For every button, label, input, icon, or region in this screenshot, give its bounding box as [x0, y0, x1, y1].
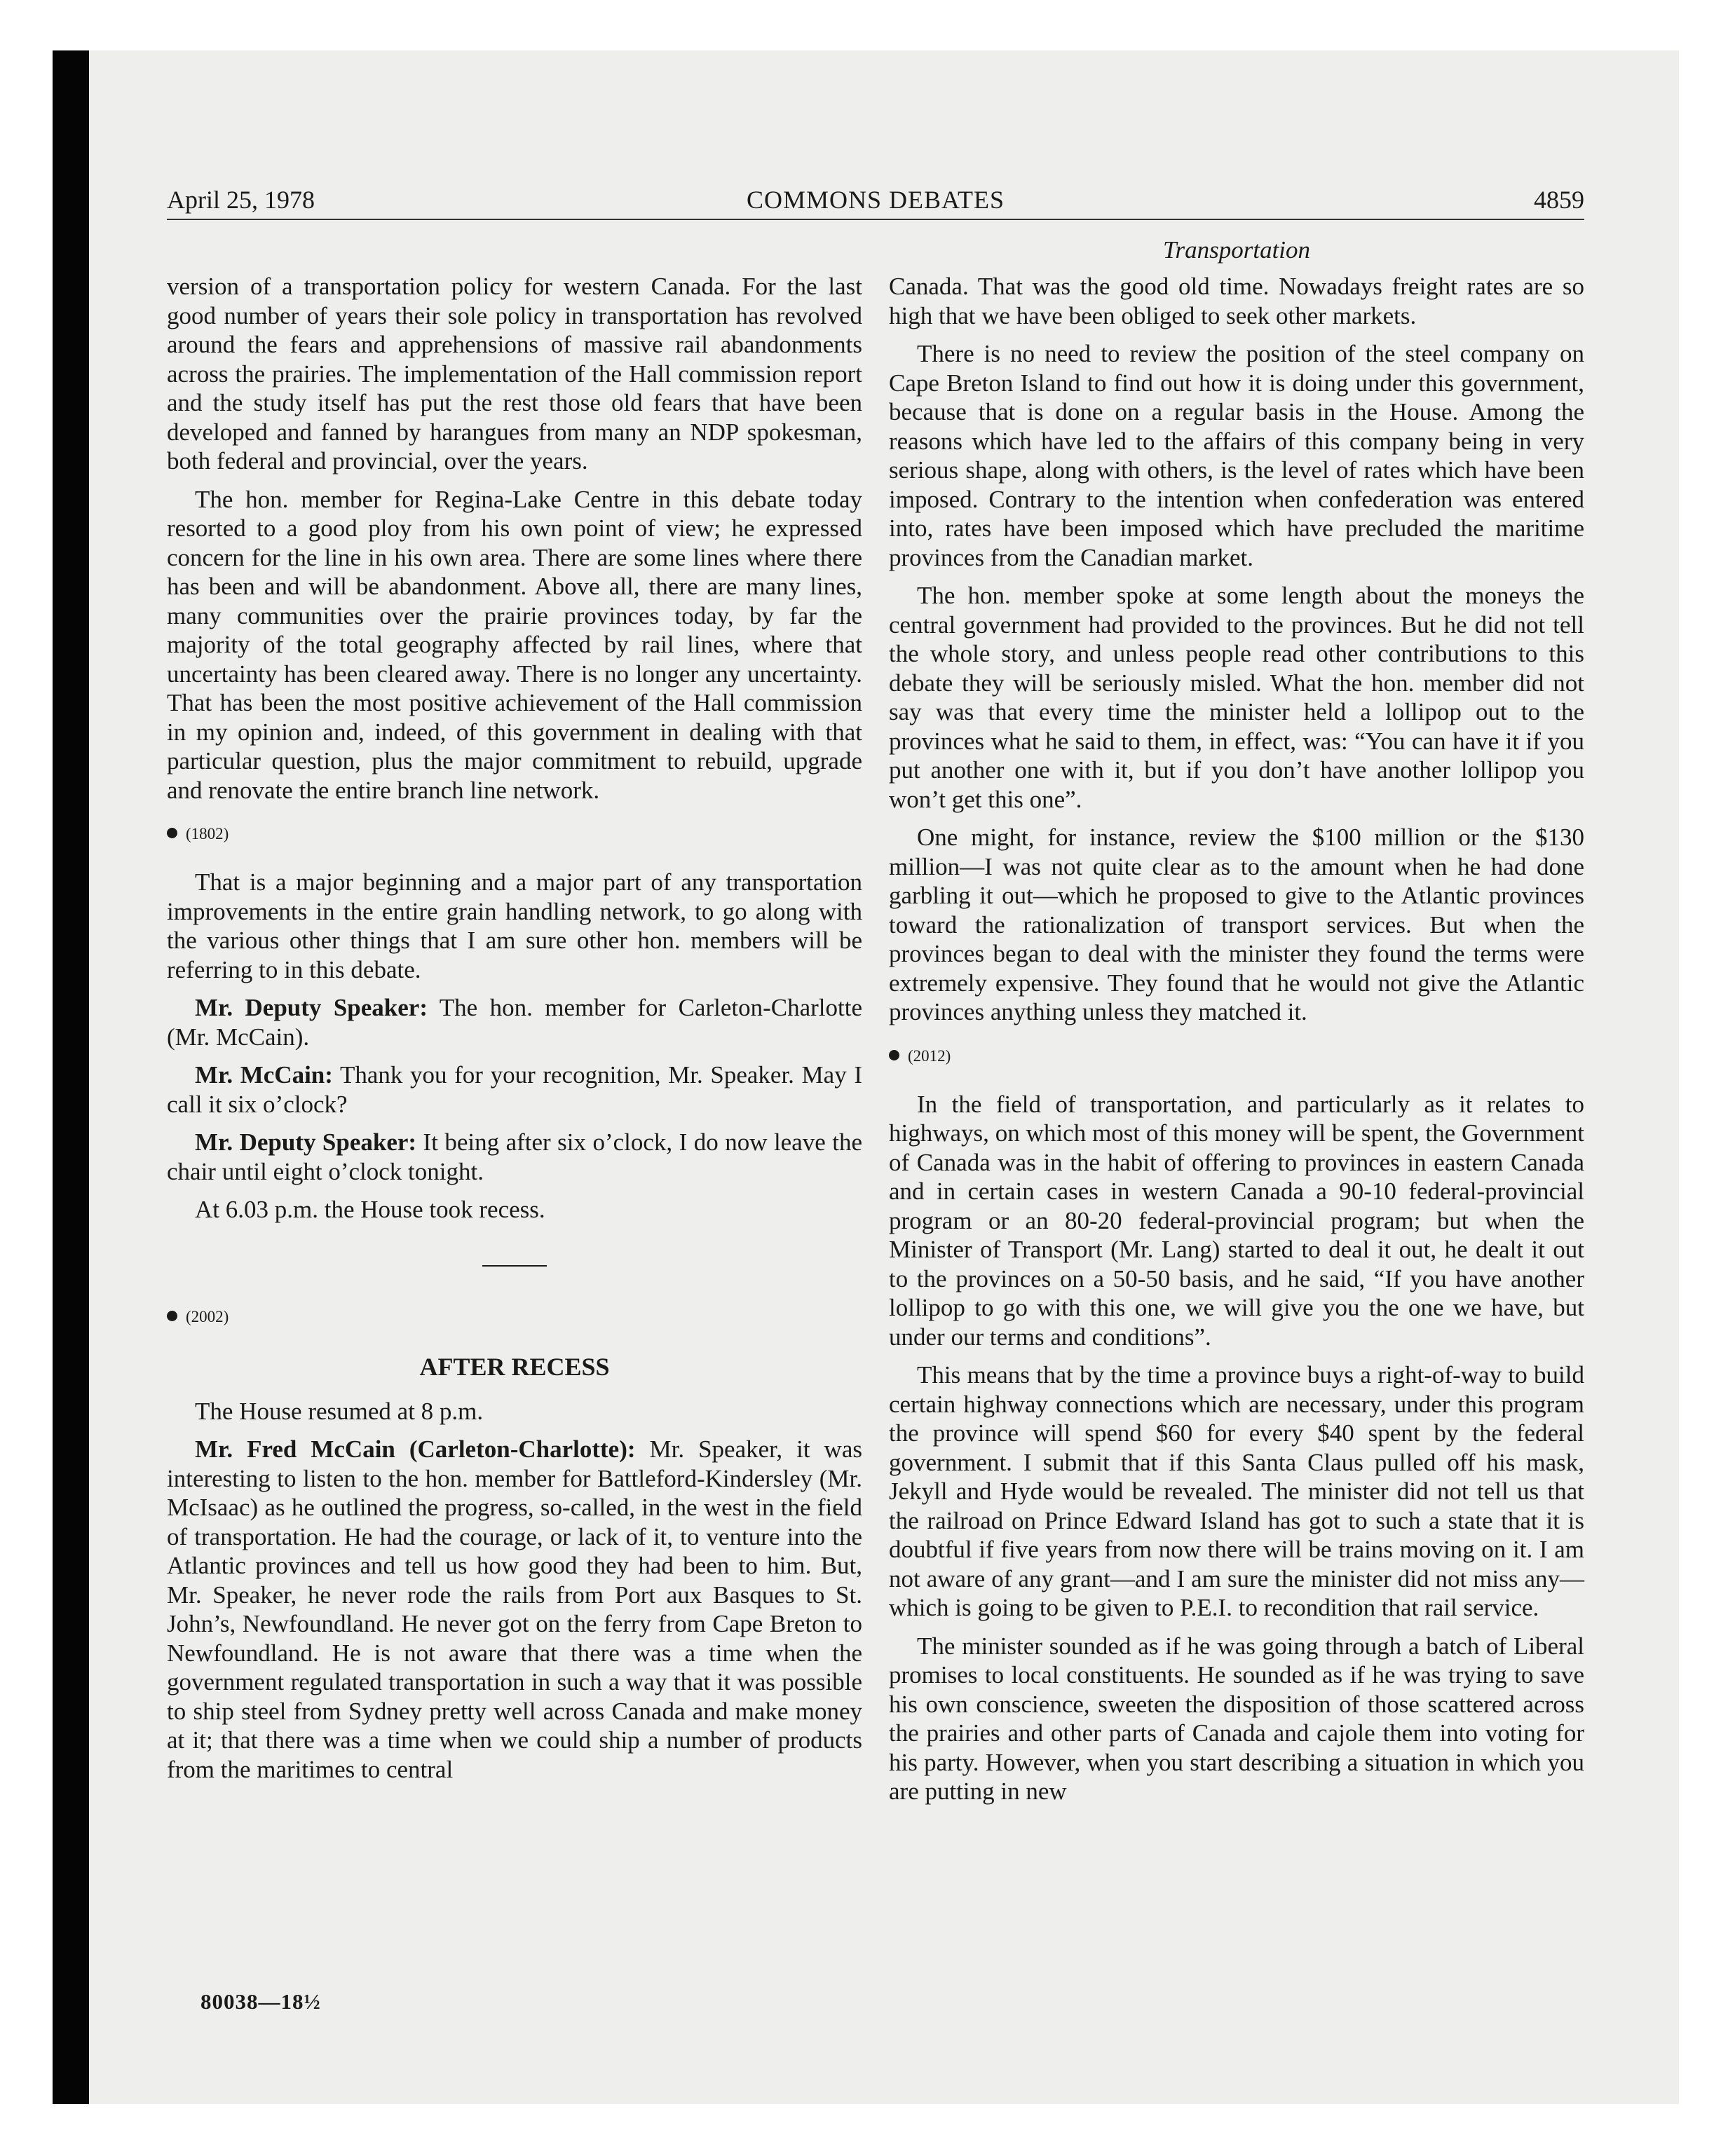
- print-code: 80038—18½: [200, 1989, 321, 2014]
- speech: [167, 1128, 862, 1186]
- time-marker: [889, 1046, 1584, 1066]
- speaker-name: Mr. Deputy Speaker:: [195, 1128, 417, 1156]
- paragraph: At 6.03 p.m. the House took recess.: [195, 1196, 545, 1223]
- bullet-icon: [889, 1050, 899, 1060]
- speech-text: Thank you for your recognition, Mr. Speaker. May I call it six o’clock?: [167, 1061, 863, 1118]
- paragraph: The hon. member spoke at some length about the moneys the central government had provided to the provinces. But he did not tell the whole story, and unless people read other contributions to this debate they will be seriously misled. What the hon. member did not say was that every time the minister held a lollipop out to the provinces what he said to them, in effect, was: “You can have it if you put another one with it, but if you don’t have another lollipop you won’t get this one”.: [889, 582, 1584, 813]
- speaker-name: Mr. Fred McCain (Carleton-Charlotte):: [195, 1435, 636, 1463]
- speech-text: The hon. member for Carleton-Charlotte (Mr. McCain).: [167, 994, 862, 1051]
- paragraph: That is a major beginning and a major part of any transportation improvements in the entire grain handling network, to go along with the various other things that I am sure other hon. members will be referring to in this debate.: [167, 868, 862, 983]
- paragraph: This means that by the time a province buys a right-of-way to build certain highway connections which are necessary, under this program the province will spend $60 for every $40 spent by the federal government. I submit that if this Santa Claus pulled off his mask, Jekyll and Hyde would be revealed. The minister did not tell us that the railroad on Prince Edward Island has got to such a state that it is doubtful if five years from now there will be trains moving on it. I am not aware of any grant—and I am sure the minister did not miss any—which is going to be given to P.E.I. to recondition that rail service.: [889, 1361, 1584, 1621]
- section-heading: AFTER RECESS: [419, 1352, 610, 1381]
- time-marker: [167, 824, 862, 844]
- right-column: [889, 272, 1584, 1815]
- page-number: 4859: [1534, 186, 1584, 214]
- header-title: COMMONS DEBATES: [746, 186, 1005, 214]
- paragraph: The hon. member for Regina-Lake Centre in this debate today resorted to a good ploy from his own point of view; he expressed concern for the line in his own area. There are some lines where there has been and will be abandonment. Above all, there are many lines, many communities over the prairie provinces today, by far the majority of the total geography affected by rail lines, where that uncertainty has been cleared away. There is no longer any uncertainty. That has been the most positive achievement of the Hall commission in my opinion and, indeed, of this government in dealing with that particular question, plus the major commitment to rebuild, upgrade and renovate the entire branch line network.: [167, 485, 862, 804]
- section-title: Transportation: [1162, 236, 1311, 264]
- speech: [167, 1060, 862, 1119]
- page-header: [167, 184, 1584, 220]
- speech: [167, 1435, 862, 1784]
- bullet-icon: [167, 828, 177, 838]
- paragraph: There is no need to review the position of the steel company on Cape Breton Island to find out how it is doing under this government, because that is done on a regular basis in the House. Among the reasons which have led to the affairs of this company being in very serious shape, along with others, is the level of rates which have been imposed. Contrary to the intention when confederation was entered into, rates have been imposed which have precluded the maritime provinces from the Canadian market.: [889, 340, 1584, 571]
- time-stamp: (1802): [186, 825, 229, 842]
- paragraph: The minister sounded as if he was going through a batch of Liberal promises to local constituents. He sounded as if he was trying to save his own conscience, sweeten the disposition of those scattered across the prairies and other parts of Canada and cajole them into voting for his party. However, when you start describing a situation in which you are putting in new: [889, 1632, 1584, 1805]
- scan-edge: [53, 50, 89, 2104]
- speech: [167, 993, 862, 1051]
- bullet-icon: [167, 1311, 177, 1321]
- time-stamp: (2012): [908, 1046, 951, 1065]
- time-marker: [167, 1307, 862, 1327]
- section-divider: [482, 1265, 547, 1267]
- paragraph: One might, for instance, review the $100 million or the $130 million—I was not quite clear as to the amount when he had done garbling it out—which he proposed to give to the Atlantic provinces toward the rationalization of transport services. But when the provinces began to deal with the minister they found the terms were extremely expensive. They found that he would not give the Atlantic provinces anything unless they matched it.: [889, 824, 1584, 1025]
- speaker-name: Mr. McCain:: [195, 1061, 333, 1089]
- time-stamp: (2002): [186, 1307, 229, 1325]
- speaker-name: Mr. Deputy Speaker:: [195, 994, 428, 1021]
- speech-text: It being after six o’clock, I do now leave the chair until eight o’clock tonight.: [167, 1128, 862, 1185]
- paragraph: version of a transportation policy for western Canada. For the last good number of years their sole policy in transportation has revolved around the fears and apprehensions of massive rail abandonments across the prairies. The implementation of the Hall commission report and the study itself has put the rest those old fears that have been developed and fanned by harangues from many an NDP spokesman, both federal and provincial, over the years.: [167, 273, 862, 475]
- header-date: April 25, 1978: [167, 186, 315, 214]
- left-column: [167, 272, 862, 1793]
- speech-text: Mr. Speaker, it was interesting to listen to the hon. member for Battleford-Kindersley (Mr. McIsaac) as he outlined the progress, so-called, in the west in the field of transportation. He had the courage, or lack of it, to venture into the Atlantic provinces and tell us how good they had been to him. But, Mr. Speaker, he never rode the rails from Port aux Basques to St. John’s, Newfoundland. He never got on the ferry from Cape Breton to Newfoundland. He is not aware that there was a time when the government regulated transportation in such a way that it was possible to ship steel from Sydney pretty well across Canada and make money at it; that there was a time when we could ship a number of products from the maritimes to central: [167, 1435, 862, 1783]
- paragraph: In the field of transportation, and particularly as it relates to highways, on which most of this money will be spent, the Government of Canada was in the habit of offering to provinces in eastern Canada and in certain cases in western Canada a 90-10 federal-provincial program or an 80-20 federal-provincial program; but when the Minister of Transport (Mr. Lang) started to deal it out, he dealt it out to the provinces on a 50-50 basis, and he said, “If you have another lollipop to go with this one, we will give you the one we have, but under our terms and conditions”.: [889, 1090, 1584, 1351]
- paragraph: The House resumed at 8 p.m.: [195, 1397, 484, 1425]
- paragraph: Canada. That was the good old time. Nowadays freight rates are so high that we have been obliged to seek other markets.: [889, 273, 1584, 329]
